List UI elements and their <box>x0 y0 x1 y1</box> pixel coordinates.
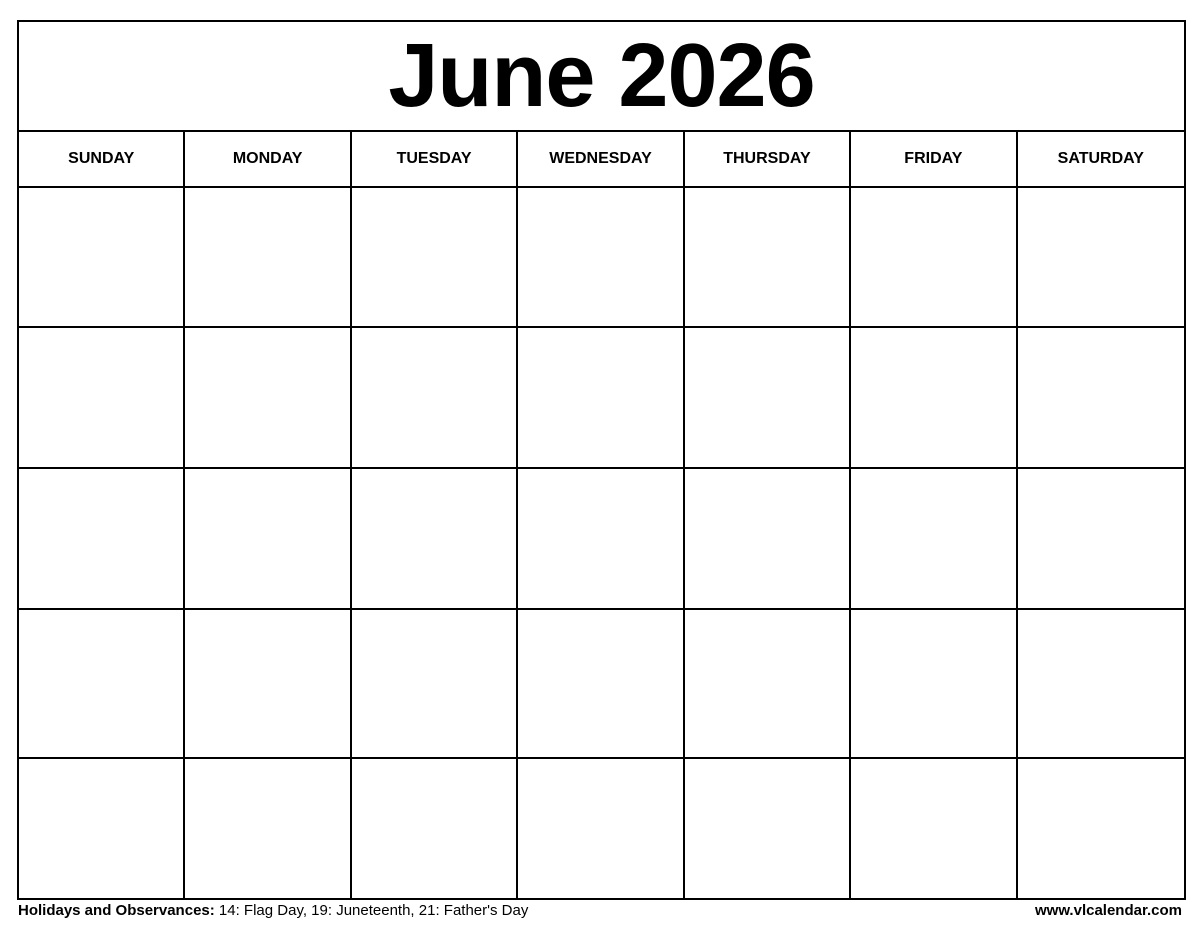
day-cell <box>185 328 351 469</box>
day-cell <box>185 759 351 900</box>
day-cell <box>685 188 851 328</box>
day-cell <box>851 188 1017 328</box>
day-cell <box>851 759 1017 900</box>
holidays-label: Holidays and Observances: <box>18 902 215 919</box>
day-cell <box>851 610 1017 759</box>
website-link[interactable]: www.vlcalendar.com <box>1034 902 1182 919</box>
day-cell <box>518 759 684 900</box>
day-cell <box>851 328 1017 469</box>
day-cell <box>1018 328 1184 469</box>
day-cell <box>352 610 518 759</box>
day-cell <box>19 610 185 759</box>
day-cell <box>19 328 185 469</box>
day-cell <box>518 469 684 610</box>
day-cell <box>1018 610 1184 759</box>
day-cell <box>19 188 185 328</box>
weekday-header-wednesday: WEDNESDAY <box>518 132 684 188</box>
day-cell <box>352 759 518 900</box>
day-cell <box>185 610 351 759</box>
day-cell <box>1018 188 1184 328</box>
holidays-list: 14: Flag Day, 19: Juneteenth, 21: Father's Day <box>214 902 529 919</box>
day-cell <box>185 469 351 610</box>
day-cell <box>518 188 684 328</box>
day-cell <box>1018 759 1184 900</box>
day-cell <box>685 328 851 469</box>
weekday-header-monday: MONDAY <box>185 132 351 188</box>
day-cell <box>352 328 518 469</box>
calendar-grid <box>17 20 1186 900</box>
day-cell <box>518 328 684 469</box>
day-cell <box>19 469 185 610</box>
day-cell <box>1018 469 1184 610</box>
day-cell <box>352 469 518 610</box>
day-cell <box>185 188 351 328</box>
weekday-header-friday: FRIDAY <box>851 132 1017 188</box>
weekday-header-saturday: SATURDAY <box>1018 132 1184 188</box>
weekday-header-thursday: THURSDAY <box>685 132 851 188</box>
day-cell <box>685 610 851 759</box>
day-cell <box>851 469 1017 610</box>
day-cell <box>685 759 851 900</box>
day-cell <box>685 469 851 610</box>
calendar-title: June 2026 <box>19 22 1184 132</box>
weekday-header-tuesday: TUESDAY <box>352 132 518 188</box>
weekday-header-sunday: SUNDAY <box>19 132 185 188</box>
day-cell <box>19 759 185 900</box>
holidays-note <box>18 902 528 919</box>
day-cell <box>518 610 684 759</box>
day-cell <box>352 188 518 328</box>
